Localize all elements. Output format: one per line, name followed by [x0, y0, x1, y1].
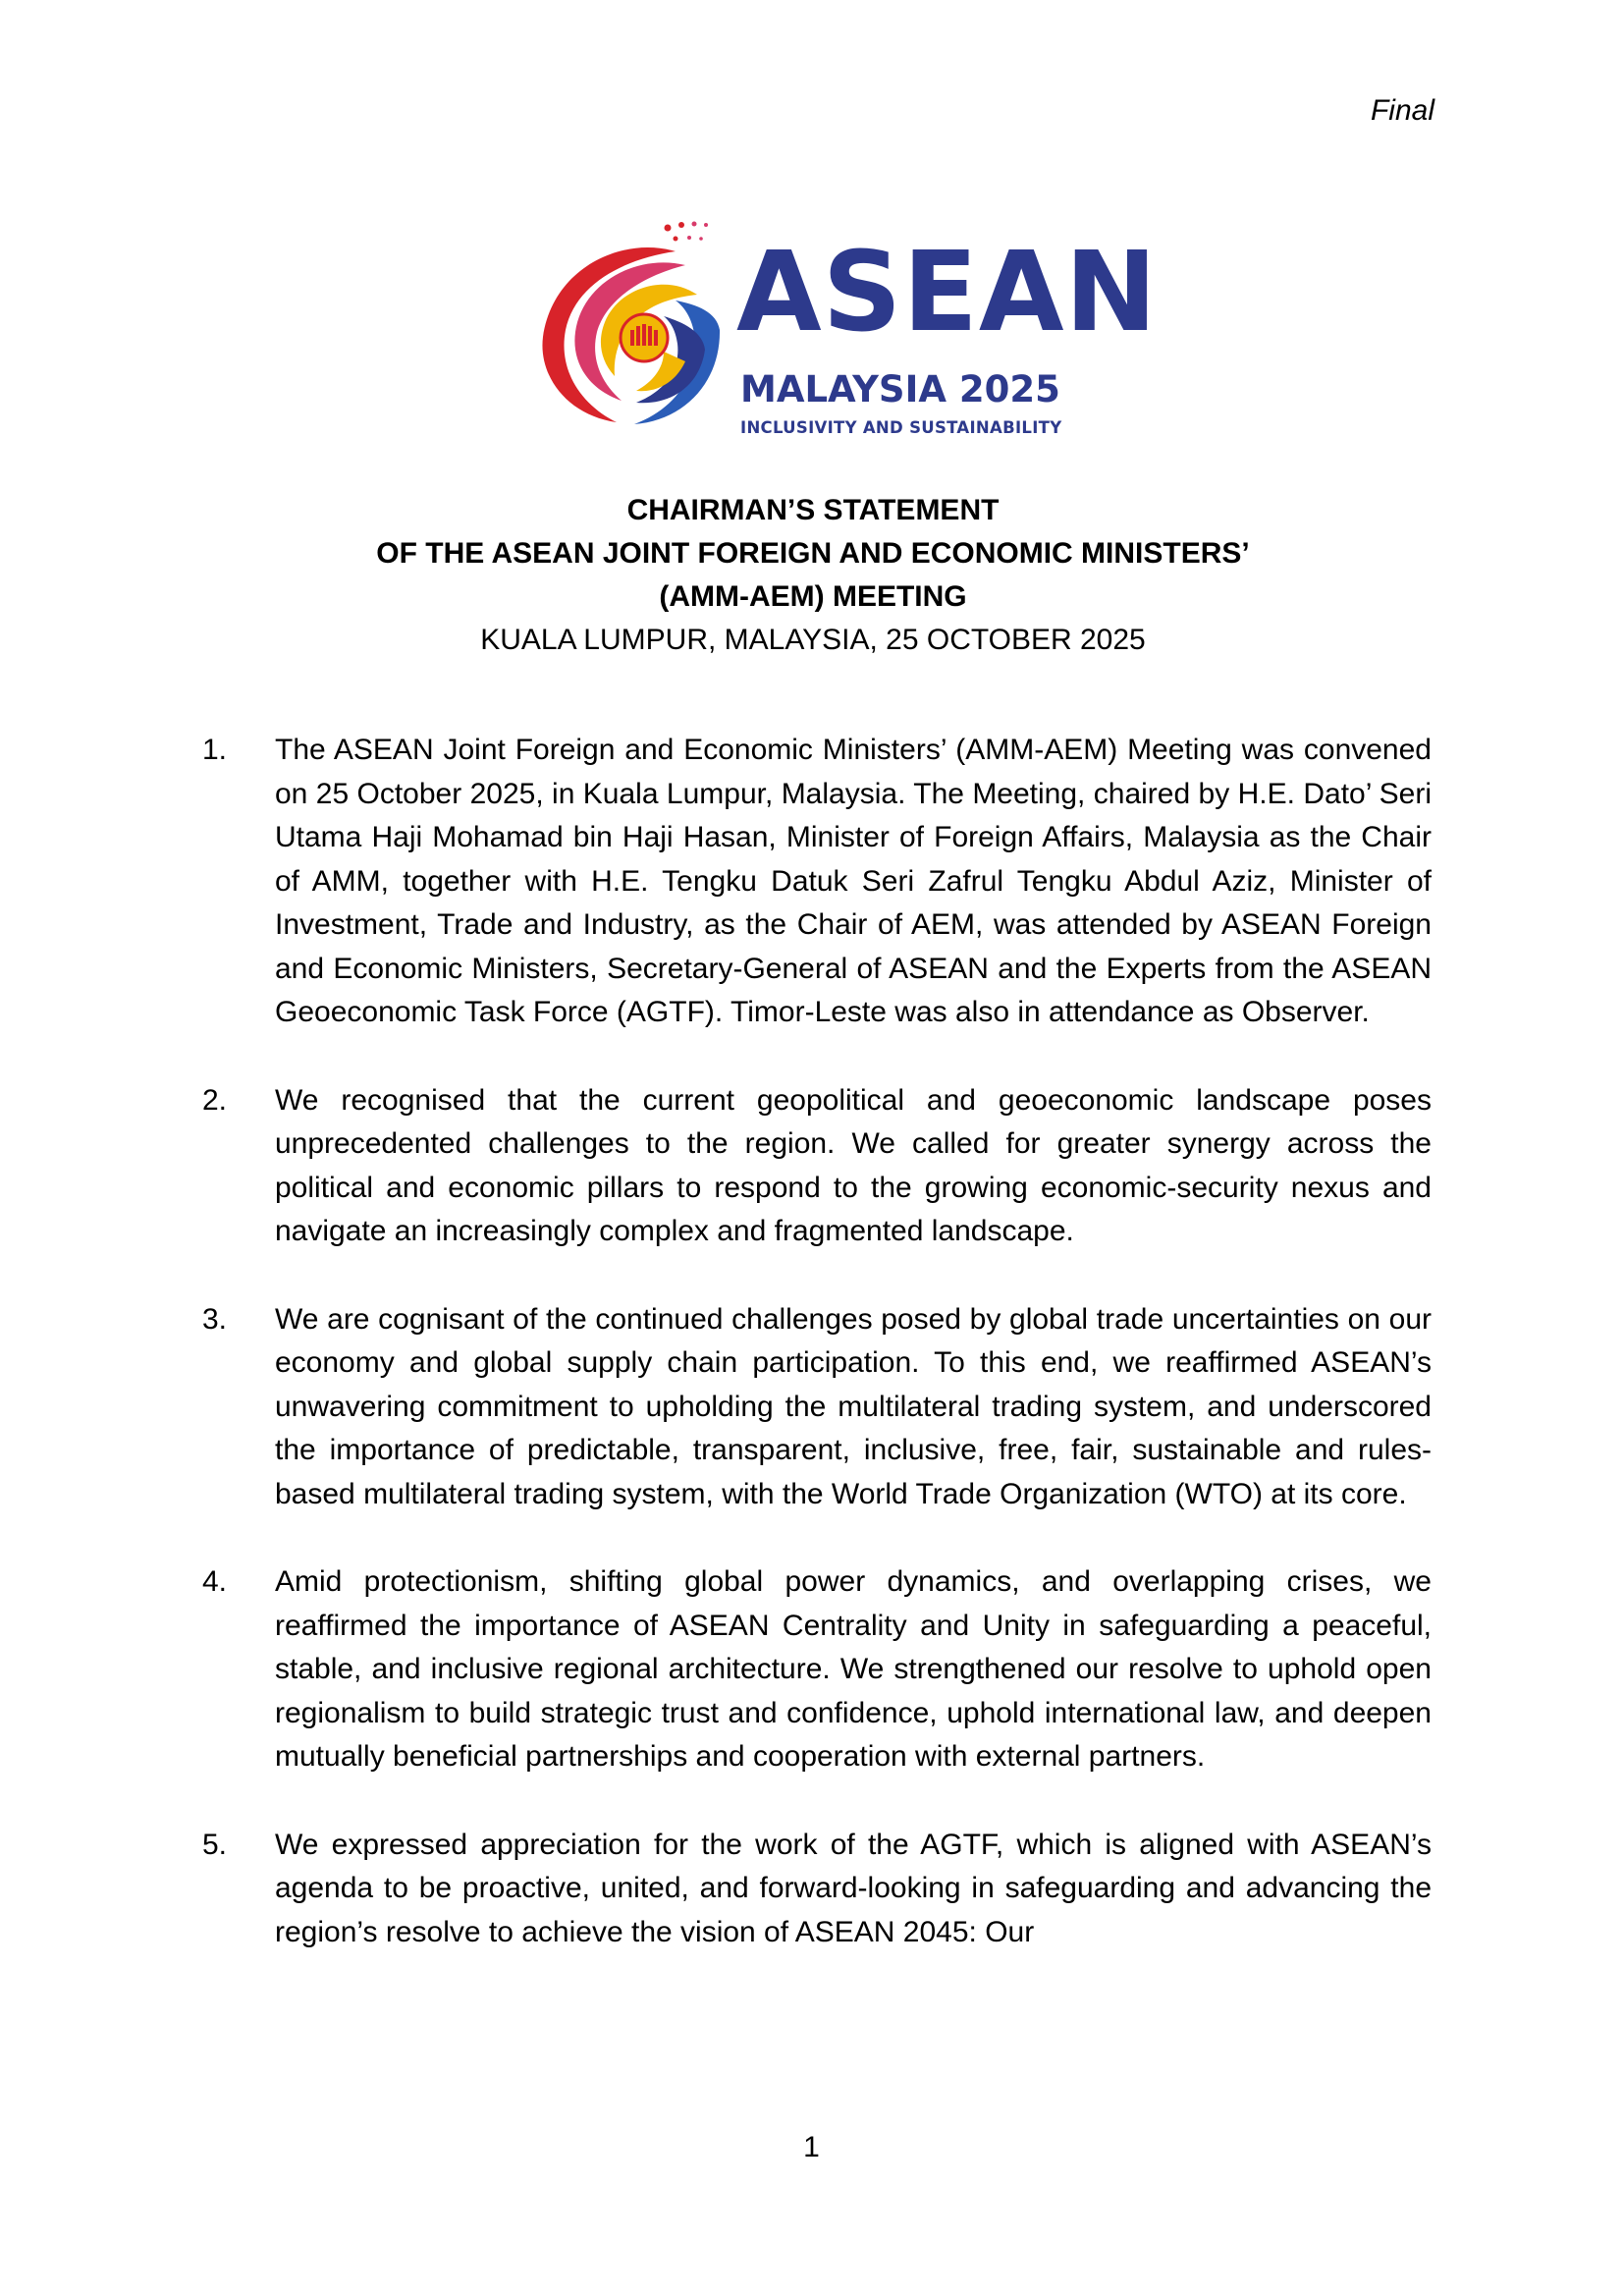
paragraph-text: We recognised that the current geopolitical and geoeconomic landscape poses unprecedented challenges to the region. We called for greater synergy across the political and economic pillars to respond to the growing economic-security nexus and navigate an increasingly complex and fragmented landscape. — [275, 1083, 1432, 1247]
paragraph-number: 4. — [202, 1565, 228, 1598]
page-number: 1 — [803, 2131, 820, 2163]
paragraph-1 — [202, 729, 1432, 1035]
title-line-1: CHAIRMAN’S STATEMENT — [626, 494, 1000, 526]
statement-title-block — [177, 489, 1449, 662]
title-line-3: (AMM-AEM) MEETING — [659, 580, 967, 613]
paragraph-number: 3. — [202, 1302, 228, 1336]
logo-theme-tagline: INCLUSIVITY AND SUSTAINABILITY — [740, 418, 1062, 437]
paragraph-number: 5. — [202, 1828, 228, 1861]
document-status-label: Final — [1370, 94, 1434, 127]
logo-country-year: MALAYSIA 2025 — [740, 368, 1060, 410]
location-date-line: KUALA LUMPUR, MALAYSIA, 25 OCTOBER 2025 — [480, 624, 1146, 656]
title-line-2: OF THE ASEAN JOINT FOREIGN AND ECONOMIC MINISTERS’ — [376, 537, 1250, 570]
statement-paragraphs — [202, 729, 1432, 1998]
logo-asean-text: ASEAN — [736, 229, 1159, 356]
paragraph-text: The ASEAN Joint Foreign and Economic Ministers’ (AMM-AEM) Meeting was convened on 25 October 2025, in Kuala Lumpur, Malaysia. The Meeting, chaired by H.E. Dato’ Seri Utama Haji Mohamad bin Haji Hasan, Minister of Foreign Affairs, Malaysia as the Chair of AMM, together with H.E. Tengku Datuk Seri Zafrul Tengku Abdul Aziz, Minister of Investment, Trade and Industry, as the Chair of AEM, was attended by ASEAN Foreign and Economic Ministers, Secretary-General of ASEAN and the Experts from the ASEAN Geoeconomic Task Force (AGTF). Timor-Leste was also in attendance as Observer. — [275, 734, 1432, 1028]
swirl-emblem-icon — [528, 214, 730, 435]
asean-malaysia-2025-logo — [528, 214, 1159, 437]
paragraph-3 — [202, 1298, 1432, 1517]
paragraph-text: Amid protectionism, shifting global power dynamics, and overlapping crises, we reaffirmed the importance of ASEAN Centrality and Unity in safeguarding a peaceful, stable, and inclusive regional architecture. We strengthened our resolve to uphold open regionalism to build strategic trust and confidence, uphold international law, and deepen mutually beneficial partnerships and cooperation with external partners. — [275, 1565, 1432, 1773]
paragraph-number: 2. — [202, 1083, 228, 1117]
paragraph-number: 1. — [202, 734, 228, 766]
paragraph-4 — [202, 1560, 1432, 1779]
paragraph-text: We are cognisant of the continued challenges posed by global trade uncertainties on our economy and global supply chain participation. To this end, we reaffirmed ASEAN’s unwavering commitment to upholding the multilateral trading system, and underscored the importance of predictable, transparent, inclusive, free, fair, sustainable and rules-based multilateral trading system, with the World Trade Organization (WTO) at its core. — [275, 1302, 1432, 1510]
paragraph-5 — [202, 1824, 1432, 1955]
paragraph-2 — [202, 1079, 1432, 1254]
paragraph-text: We expressed appreciation for the work of the AGTF, which is aligned with ASEAN’s agenda to be proactive, united, and forward-looking in safeguarding and advancing the region’s resolve to achieve the vision of ASEAN 2045: Our — [275, 1828, 1432, 1948]
